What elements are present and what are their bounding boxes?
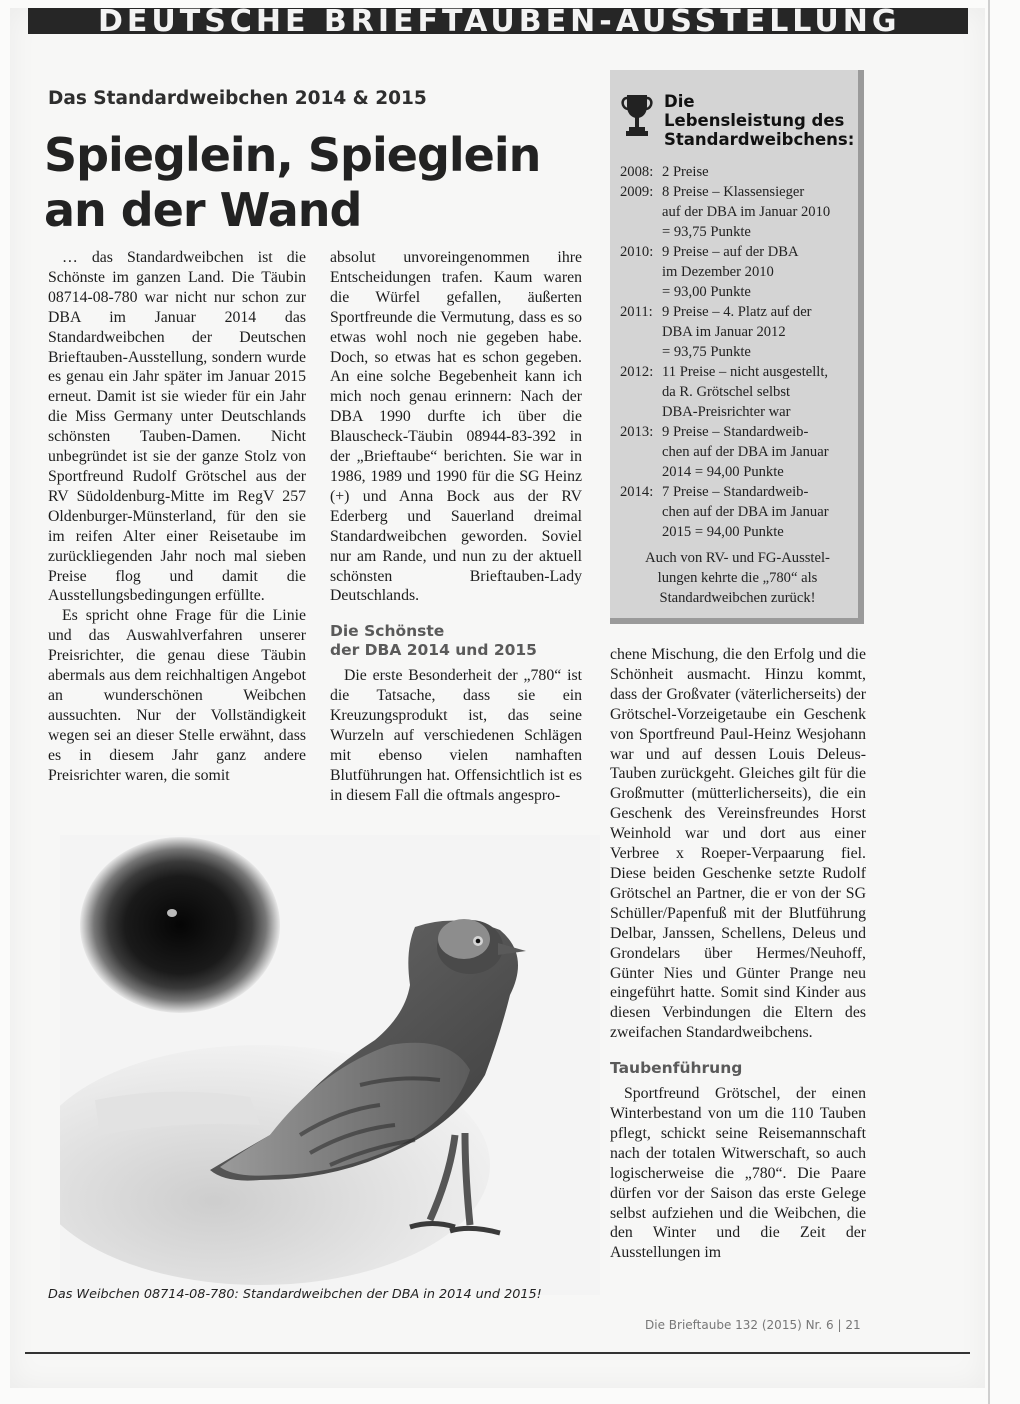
entry-line: 2015 = 94,00 Punkte bbox=[662, 524, 784, 540]
text-column-2 bbox=[330, 248, 582, 806]
entry-year: 2008: bbox=[620, 164, 654, 180]
trophy-icon bbox=[620, 92, 654, 138]
entry-line: 9 Preise – 4. Platz auf der bbox=[662, 304, 812, 320]
achievements-title bbox=[664, 92, 854, 149]
title-line: Die bbox=[664, 92, 695, 111]
entry-year: 2009: bbox=[620, 184, 654, 200]
page-footer: Die Brieftaube 132 (2015) Nr. 6 | 21 bbox=[645, 1318, 861, 1332]
achievement-entry bbox=[620, 422, 855, 482]
entry-year: 2012: bbox=[620, 364, 654, 380]
section-banner bbox=[28, 8, 968, 34]
entry-line: DBA-Preisrichter war bbox=[662, 404, 791, 420]
subheading: Taubenführung bbox=[610, 1059, 743, 1078]
banner-text: DEUTSCHE BRIEFTAUBEN-AUSSTELLUNG bbox=[98, 8, 901, 34]
headline-line-1: Spieglein, Spieglein bbox=[44, 128, 541, 182]
title-line: Standardweibchens: bbox=[664, 130, 855, 149]
photo-caption: Das Weibchen 08714-08-780: Standardweibchen der DBA in 2014 und 2015! bbox=[48, 1287, 542, 1302]
entry-year: 2013: bbox=[620, 424, 654, 440]
entry-line: 8 Preise – Klassensieger bbox=[662, 184, 805, 200]
note-line: Auch von RV- und FG-Ausstel- bbox=[645, 550, 830, 566]
entry-line: 7 Preise – Standardweib- bbox=[662, 484, 809, 500]
note-line: lungen kehrte die „780“ als bbox=[657, 570, 818, 586]
paragraph: chene Mischung, die den Erfolg und die Schönheit ausmacht. Hinzu kommt, dass der Großvater (väterlicherseits) der Grötschel-Vorzeigetaube ein Geschenk von Sportfreund Paul-Heinz Wesjohann war und auf dessen Louis Deleus-Tauben zurückgeht. Gleiches gilt für die Großmutter (mütterlicherseits), die ein Geschenk des Vereinsfreundes Horst Weinhold war und dort aus einer Verbree x Roeper-Verpaarung fiel. Diese beiden Geschenke setzte Rudolf Grötschel an Partner, die er von der SG Schüller/Papenfuß mit der Blutführung Delbar, Janssen, Schellens, Deleus und Grondelars über Hermes/Neuhoff, Günter Nies und Günter Prange neu eingeführt hatte. Somit sind Kinder aus diesen Verbindungen die Eltern des zweifachen Standardweibchens. bbox=[610, 646, 866, 1042]
subheading bbox=[330, 622, 582, 660]
entry-line: auf der DBA im Januar 2010 bbox=[662, 204, 831, 220]
paragraph: Die erste Besonderheit der „780“ ist die Tatsache, dass sie ein Kreuzungsprodukt ist, das seine Wurzeln auf verschiedenen Schlägen mit ebenso vielen namhaften Blutführungen hat. Offensichtlich ist es in diesem Fall die oftmals angespro- bbox=[330, 667, 582, 804]
paragraph: … das Standardweibchen ist die Schönste im ganzen Land. Die Täubin 08714-08-780 war nicht nur schon zur DBA im Januar 2014 das Standardweibchen der Deutschen Brieftauben-Ausstellung, sondern wurde es genau ein Jahr später im Januar 2015 erneut. Damit ist sie wieder für ein Jahr die Miss Germany unter Deutschlands schönsten Tauben-Damen. Nicht unbegründet ist sie der ganze Stolz von Sportfreund Rudolf Grötschel aus der RV Südoldenburg-Mitte im RegV 257 Oldenburger-Münsterland, für den sie im reifen Alter einer Reisetaube im zurückliegenden Jahr noch mal sieben Preise flog und damit die Ausstellungsbedingungen erfüllte. bbox=[48, 249, 306, 605]
bottom-rule bbox=[25, 1352, 970, 1354]
entry-line: 2 Preise bbox=[662, 164, 709, 180]
entry-line: 9 Preise – auf der DBA bbox=[662, 244, 799, 260]
entry-text bbox=[662, 242, 799, 302]
entry-line: chen auf der DBA im Januar bbox=[662, 504, 829, 520]
text-column-1 bbox=[48, 248, 306, 785]
achievements-box bbox=[610, 70, 864, 624]
entry-line: = 93,75 Punkte bbox=[662, 224, 751, 240]
achievement-entry bbox=[620, 182, 855, 242]
achievement-entry bbox=[620, 302, 855, 362]
entry-line: = 93,75 Punkte bbox=[662, 344, 751, 360]
note-line: Standardweibchen zurück! bbox=[659, 590, 816, 606]
title-line: Lebensleistung des bbox=[664, 111, 845, 130]
text-column-3 bbox=[610, 645, 866, 1263]
entry-year: 2014: bbox=[620, 484, 654, 500]
entry-text bbox=[662, 302, 812, 362]
achievement-entry bbox=[620, 162, 855, 182]
entry-line: da R. Grötschel selbst bbox=[662, 384, 791, 400]
entry-text bbox=[662, 182, 830, 242]
achievement-entry bbox=[620, 362, 855, 422]
achievements-list bbox=[620, 162, 855, 608]
scan-edge bbox=[988, 0, 990, 1404]
entry-text bbox=[662, 422, 829, 482]
pigeon-photo bbox=[60, 835, 600, 1295]
entry-text bbox=[662, 362, 828, 422]
paragraph: Sportfreund Grötschel, der einen Winterbestand von um die 110 Tauben pflegt, schickt seine Reisemannschaft nach der totalen Witwerschaft, so auch logischerweise die „780“. Die Paare dürfen vor der Saison das erste Gelege selbst aufziehen und die Weibchen, die den Winter und die Zeit der Ausstellungen im bbox=[610, 1085, 866, 1262]
paragraph: absolut unvoreingenommen ihre Entscheidungen trafen. Kaum waren die Würfel gefallen, äußerten Sportfreunde die Vermutung, dass es so etwas wohl noch nie gegeben habe. Doch, so etwas hat es schon gegeben. An eine solche Begebenheit kann ich mich noch genau erinnern: Nach der DBA 1990 durfte ich über die Blauscheck-Täubin 08944-83-392 in der „Brieftaube“ berichten. Sie war in 1986, 1989 und 1990 für die SG Heinz (+) und Anna Bock aus der RV Ederberg und Sauerland dreimal Standardweibchen geworden. Soviel nur am Rande, und nun zu der aktuell schönsten Brieftauben-Lady Deutschlands. bbox=[330, 249, 582, 605]
article-kicker: Das Standardweibchen 2014 & 2015 bbox=[48, 88, 427, 109]
entry-line: chen auf der DBA im Januar bbox=[662, 444, 829, 460]
entry-line: 9 Preise – Standardweib- bbox=[662, 424, 809, 440]
subheading-line-2: der DBA 2014 und 2015 bbox=[330, 641, 537, 660]
achievement-entry bbox=[620, 482, 855, 542]
entry-text bbox=[662, 482, 829, 542]
paragraph: Es spricht ohne Frage für die Linie und das Auswahlverfahren unserer Preisrichter, die genau diese Täubin abermals aus dem reichhaltigen Angebot an wunderschönen Weibchen aussuchten. Nur der Vollständigkeit wegen sei an dieser Stelle erwähnt, dass es in diesem Jahr ganz andere Preisrichter waren, die somit bbox=[48, 607, 306, 784]
headline-line-2: an der Wand bbox=[44, 183, 362, 237]
achievement-entry bbox=[620, 242, 855, 302]
article-headline bbox=[44, 128, 541, 238]
entry-line: im Dezember 2010 bbox=[662, 264, 774, 280]
subheading-line-1: Die Schönste bbox=[330, 622, 445, 641]
entry-line: 11 Preise – nicht ausgestellt, bbox=[662, 364, 829, 380]
entry-line: 2014 = 94,00 Punkte bbox=[662, 464, 784, 480]
achievements-note bbox=[620, 548, 855, 608]
entry-text bbox=[662, 162, 709, 182]
entry-year: 2010: bbox=[620, 244, 654, 260]
entry-line: DBA im Januar 2012 bbox=[662, 324, 786, 340]
entry-year: 2011: bbox=[620, 304, 653, 320]
entry-line: = 93,00 Punkte bbox=[662, 284, 751, 300]
